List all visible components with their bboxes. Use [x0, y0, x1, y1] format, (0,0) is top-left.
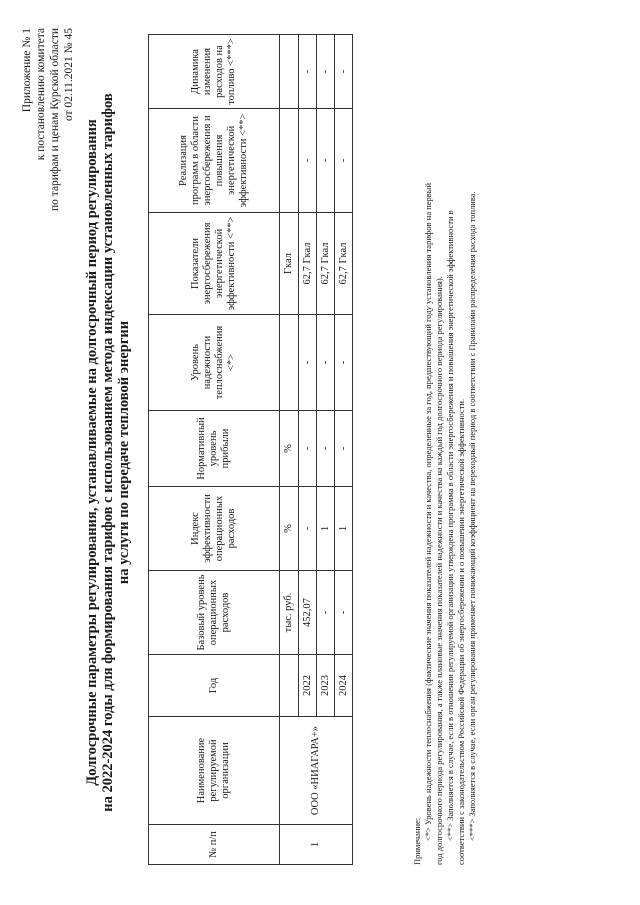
cell-base-opex: - [335, 571, 353, 655]
header-base-opex: Базовый уровень операционных расходов [149, 571, 280, 655]
appendix-line: от 02.11.2021 № 45 [63, 28, 75, 122]
cell-reliability: - [335, 315, 353, 411]
header-energy-saving: Показатели энергосбережения энергетической эффективности <**> [149, 213, 280, 315]
unit-cell [280, 109, 299, 213]
cell-year: 2022 [299, 655, 317, 717]
cell-efficiency-index: 1 [335, 487, 353, 571]
footnote-reliability: <*> Уровень надежности теплоснабжения (фактические значения показателей надежности и качества, определенные за год, предшествующий году установления тарифов на первый [423, 182, 433, 841]
unit-cell: Гкал [280, 213, 299, 315]
cell-base-opex: 452,07 [299, 571, 317, 655]
cell-year: 2024 [335, 655, 353, 717]
footnote-energy-saving: <**> Заполняется в случае, если в отношении регулируемой организации утверждена программа в области энергосбережения и повышения энергетической эффективности в [445, 210, 455, 841]
footnote-reliability-cont: год долгосрочного периода регулирования, а также плановые значения показателей надежности и качества на каждый год долгосрочного периода регулирования). [434, 276, 444, 865]
cell-reliability: - [299, 315, 317, 411]
cell-profit-level: - [317, 411, 335, 487]
org-name: ООО «НИАГАРА+» [280, 717, 353, 825]
header-efficiency-index: Индекс эффективности операционных расходов [149, 487, 280, 571]
footnote-fuel: <***> Заполняется в случае, если орган регулирования применяет понижающий коэффициент на переходный период в соответствии с Правилами распределения расхода топлива. [467, 191, 477, 841]
cell-reliability: - [317, 315, 335, 411]
cell-fuel-dynamics: - [317, 35, 335, 109]
title-line: на услуги по передаче тепловой энергии [116, 320, 132, 585]
cell-energy-saving: 62,7 Гкал [335, 213, 353, 315]
document-title [84, 0, 132, 905]
table-header-row [149, 35, 280, 865]
appendix-line: к постановлению комитета [35, 28, 47, 161]
unit-cell [280, 315, 299, 411]
cell-year: 2023 [317, 655, 335, 717]
cell-fuel-dynamics: - [335, 35, 353, 109]
cell-profit-level: - [299, 411, 317, 487]
cell-energy-saving: 62,7 Гкал [299, 213, 317, 315]
unit-cell [280, 35, 299, 109]
cell-fuel-dynamics: - [299, 35, 317, 109]
appendix-header [20, 28, 76, 211]
header-num: № п/п [149, 825, 280, 865]
cell-base-opex: - [317, 571, 335, 655]
org-number: 1 [280, 825, 353, 865]
unit-cell [280, 655, 299, 717]
title-line: Долгосрочные параметры регулирования, устанавливаемые на долгосрочный период регулирования [84, 119, 100, 786]
footnotes [412, 35, 478, 865]
appendix-line: по тарифам и ценам Курской области [49, 28, 61, 211]
parameters-table [148, 34, 353, 865]
cell-programs: - [335, 109, 353, 213]
header-programs: Реализация программ в области энергосбережения и повышения энергетической эффективности <**> [149, 109, 280, 213]
cell-energy-saving: 62,7 Гкал [317, 213, 335, 315]
cell-programs: - [317, 109, 335, 213]
cell-profit-level: - [335, 411, 353, 487]
unit-cell: % [280, 487, 299, 571]
unit-cell: % [280, 411, 299, 487]
cell-programs: - [299, 109, 317, 213]
appendix-line: Приложение № 1 [21, 28, 33, 113]
header-profit-level: Нормативный уровень прибыли [149, 411, 280, 487]
cell-efficiency-index: - [299, 487, 317, 571]
footnotes-title: Примечание: [412, 817, 422, 865]
header-org: Наименование регулируемой организации [149, 717, 280, 825]
title-line: на 2022-2024 годы для формирования тарифов с использованием метода индексации установленных тарифов [100, 93, 116, 812]
cell-efficiency-index: 1 [317, 487, 335, 571]
header-fuel-dynamics: Динамика изменения расходов на топливо <***> [149, 35, 280, 109]
header-reliability: Уровень надежности теплоснабжения <*> [149, 315, 280, 411]
footnote-energy-saving-cont: соответствии с законодательством Российской Федерации об энергосбережении и о повышении энергетической эффективности. [456, 398, 466, 865]
units-row [280, 35, 299, 865]
unit-cell: тыс. руб. [280, 571, 299, 655]
header-year: Год [149, 655, 280, 717]
